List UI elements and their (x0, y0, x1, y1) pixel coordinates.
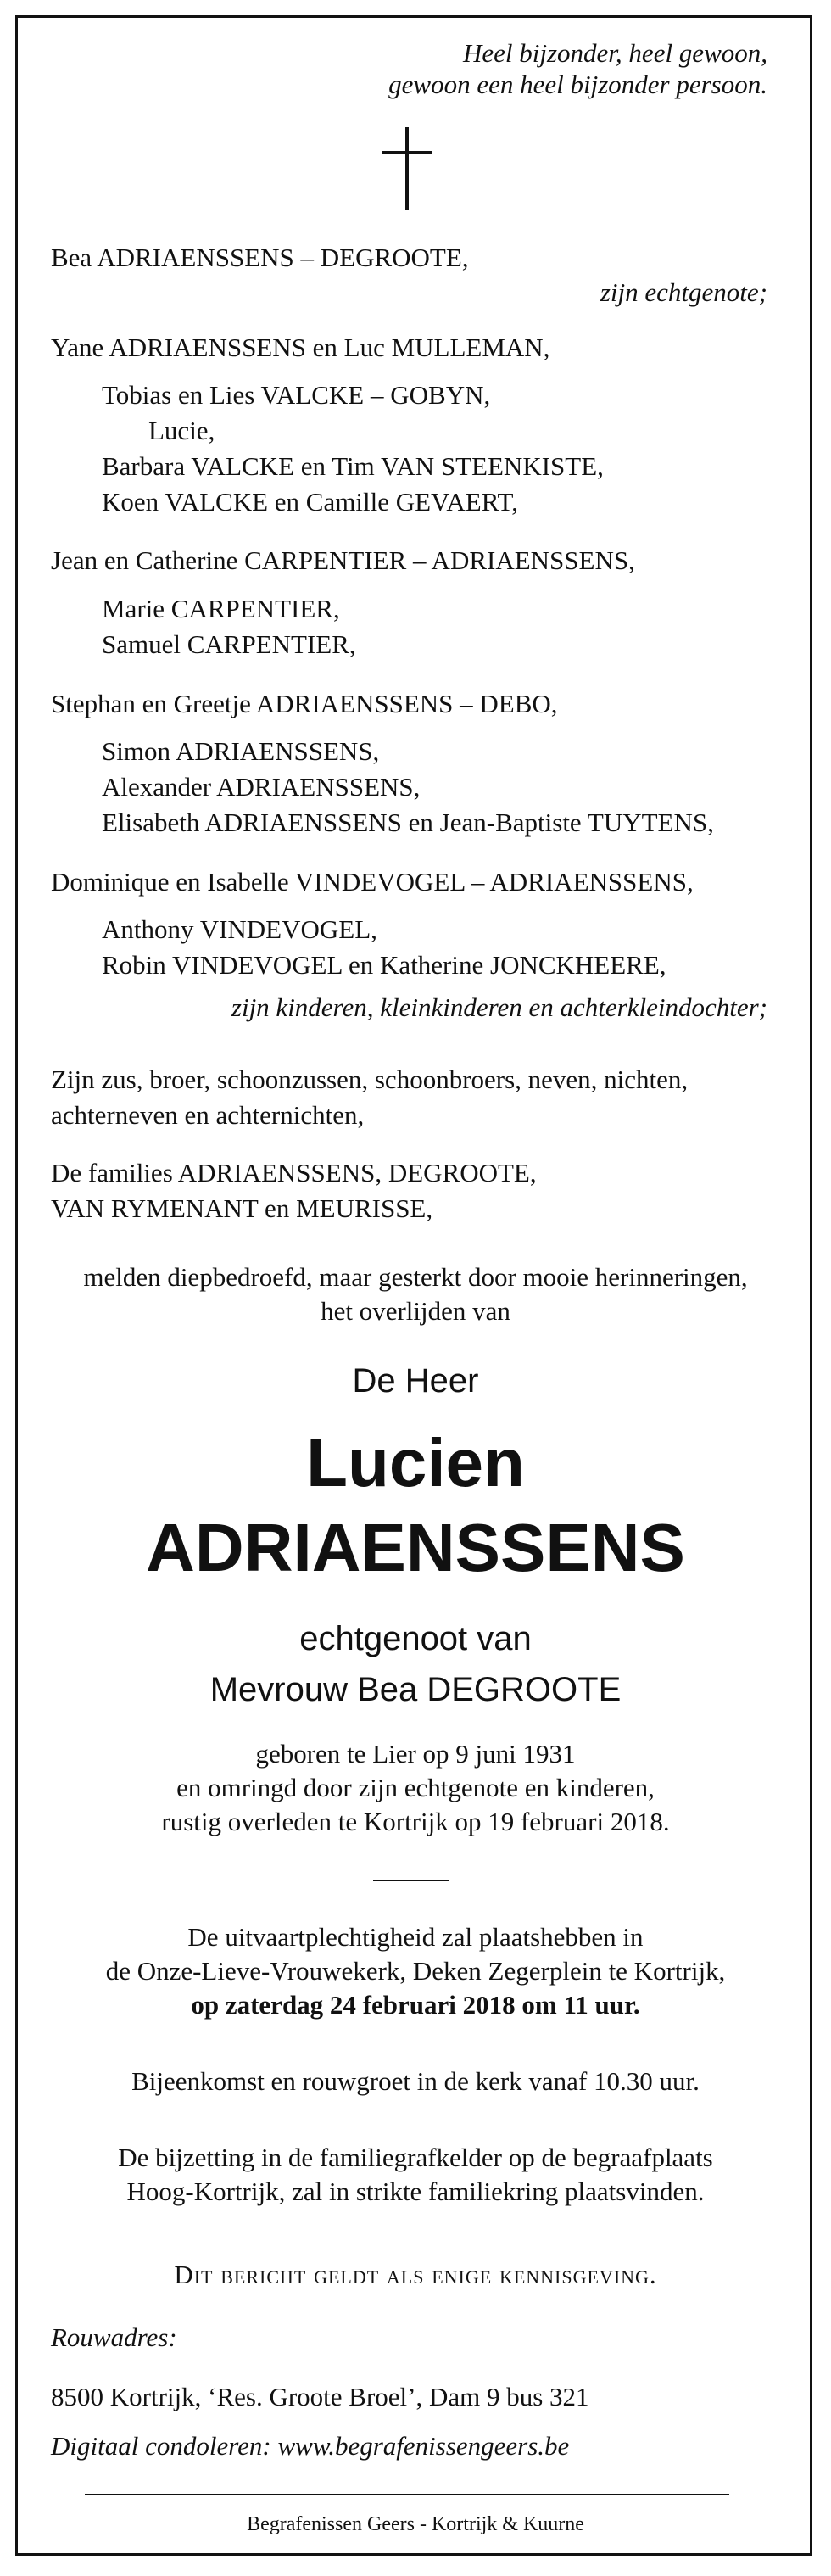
family-head: Stephan en Greetje ADRIAENSSENS – DEBO, (51, 689, 558, 718)
footer-divider (85, 2494, 729, 2495)
life-line-1: geboren te Lier op 9 juni 1931 (255, 1739, 576, 1769)
family-member: Lucie, (148, 416, 215, 445)
family-head: Yane ADRIAENSSENS en Luc MULLEMAN, (51, 332, 550, 362)
short-divider (373, 1880, 449, 1881)
motto-line-1: Heel bijzonder, heel gewoon, (462, 38, 767, 68)
spouse-name: Bea ADRIAENSSENS – DEGROOTE, (51, 243, 469, 272)
family-member: Tobias en Lies VALCKE – GOBYN, (102, 380, 491, 410)
family-member: Elisabeth ADRIAENSSENS en Jean-Baptiste TUYTENS, (102, 807, 714, 837)
condolence-text: Digitaal condoleren: www.begrafenissengeers.be (51, 2431, 570, 2461)
life-line-2: en omringd door zijn echtgenote en kinderen, (176, 1773, 655, 1802)
family-member: Anthony VINDEVOGEL, (102, 914, 377, 944)
spouse-full-name: Mevrouw Bea DEGROOTE (209, 1671, 622, 1708)
family-member: Alexander ADRIAENSSENS, (102, 772, 421, 802)
family-member: Koen VALCKE en Camille GEVAERT, (102, 487, 518, 517)
notice-text: Dit bericht geldt als enige kennisgeving. (174, 2260, 657, 2289)
funeral-line-2: de Onze-Lieve-Vrouwekerk, Deken Zegerplein te Kortrijk, (105, 1956, 726, 1986)
family-member: Simon ADRIAENSSENS, (102, 736, 380, 766)
deceased-last-name: ADRIAENSSENS (146, 1510, 685, 1585)
relatives-line-1: Zijn zus, broer, schoonzussen, schoonbroers, neven, nichten, (51, 1064, 689, 1094)
gathering-text: Bijeenkomst en rouwgroet in de kerk vanaf 10.30 uur. (131, 2066, 700, 2096)
family-head: Jean en Catherine CARPENTIER – ADRIAENSSENS, (51, 545, 635, 575)
children-role: zijn kinderen, kleinkinderen en achterkleindochter; (231, 992, 767, 1022)
cross-icon (380, 127, 434, 210)
motto-line-2: gewoon een heel bijzonder persoon. (388, 70, 767, 99)
funeral-date-prefix: op (191, 1990, 220, 2020)
burial-line-1: De bijzetting in de familiegrafkelder op de begraafplaats (118, 2143, 713, 2172)
address-value: 8500 Kortrijk, ‘Res. Groote Broel’, Dam 9 bus 321 (51, 2382, 589, 2411)
funeral-line-3 (0, 1990, 831, 2020)
funeral-line-1: De uitvaartplechtigheid zal plaatshebben in (187, 1922, 644, 1952)
relatives-line-2: achterneven en achternichten, (51, 1100, 365, 1130)
family-member: Barbara VALCKE en Tim VAN STEENKISTE, (102, 451, 604, 481)
spouse-role: zijn echtgenote; (600, 277, 767, 307)
family-head: Dominique en Isabelle VINDEVOGEL – ADRIAENSSENS, (51, 867, 694, 897)
burial-line-2: Hoog-Kortrijk, zal in strikte familiekring plaatsvinden. (126, 2176, 705, 2206)
announce-line-1: melden diepbedroefd, maar gesterkt door mooie herinneringen, (83, 1262, 748, 1292)
life-line-3: rustig overleden te Kortrijk op 19 februari 2018. (161, 1807, 670, 1836)
family-member: Samuel CARPENTIER, (102, 629, 356, 659)
deceased-first-name: Lucien (306, 1425, 525, 1500)
family-names-line-2: VAN RYMENANT en MEURISSE, (51, 1193, 433, 1223)
spouse-label: echtgenoot van (299, 1620, 532, 1657)
family-member: Marie CARPENTIER, (102, 594, 340, 623)
funeral-date: zaterdag 24 februari 2018 om 11 uur. (225, 1990, 640, 2020)
family-names-line-1: De families ADRIAENSSENS, DEGROOTE, (51, 1158, 537, 1187)
footer-text: Begrafenissen Geers - Kortrijk & Kuurne (247, 2513, 584, 2535)
address-label: Rouwadres: (51, 2322, 177, 2352)
deceased-title: De Heer (352, 1362, 479, 1400)
family-member: Robin VINDEVOGEL en Katherine JONCKHEERE, (102, 950, 666, 980)
announce-line-2: het overlijden van (321, 1296, 510, 1326)
